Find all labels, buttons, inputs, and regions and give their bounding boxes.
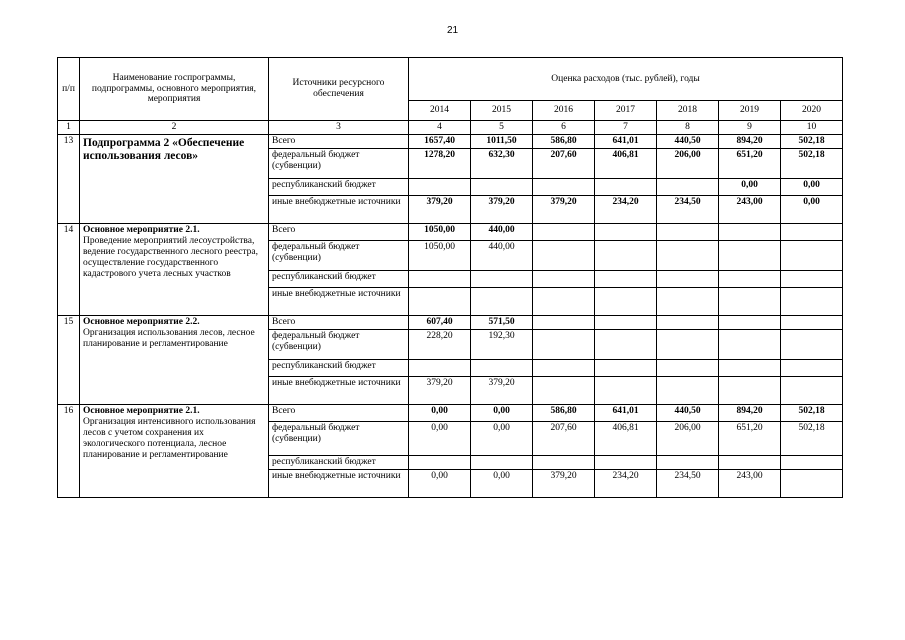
header-year: 2020	[781, 101, 843, 121]
amount-cell	[595, 315, 657, 329]
funding-source: Всего	[269, 223, 409, 240]
amount-cell: 1011,50	[471, 134, 533, 148]
amount-cell	[471, 359, 533, 376]
amount-cell	[595, 223, 657, 240]
amount-cell	[409, 178, 471, 195]
row-number: 15	[58, 315, 80, 404]
amount-cell: 0,00	[409, 421, 471, 455]
measure-name	[80, 134, 269, 223]
amount-cell	[719, 223, 781, 240]
col-number: 1	[58, 121, 80, 135]
amount-cell: 0,00	[471, 404, 533, 421]
amount-cell: 440,50	[657, 404, 719, 421]
amount-cell: 206,00	[657, 421, 719, 455]
funding-source: республиканский бюджет	[269, 455, 409, 469]
row-number: 14	[58, 223, 80, 315]
col-number: 9	[719, 121, 781, 135]
funding-source: Всего	[269, 315, 409, 329]
table-row	[58, 134, 843, 148]
amount-cell: 641,01	[595, 134, 657, 148]
page-number: 21	[446, 25, 459, 36]
header-estimate: Оценка расходов (тыс. рублей), годы	[409, 58, 843, 101]
amount-cell	[781, 270, 843, 287]
amount-cell	[471, 270, 533, 287]
amount-cell: 207,60	[533, 421, 595, 455]
amount-cell: 586,80	[533, 404, 595, 421]
amount-cell	[657, 359, 719, 376]
amount-cell	[781, 329, 843, 359]
measure-title: Основное мероприятие 2.1.	[83, 224, 200, 235]
amount-cell	[657, 240, 719, 270]
amount-cell: 0,00	[409, 469, 471, 497]
amount-cell	[533, 287, 595, 315]
funding-source: иные внебюджетные источники	[269, 287, 409, 315]
amount-cell	[781, 376, 843, 404]
amount-cell	[595, 240, 657, 270]
col-number: 6	[533, 121, 595, 135]
amount-cell: 379,20	[533, 195, 595, 223]
amount-cell: 632,30	[471, 148, 533, 178]
amount-cell	[719, 359, 781, 376]
amount-cell	[595, 287, 657, 315]
row-number: 13	[58, 134, 80, 223]
amount-cell	[533, 359, 595, 376]
measure-title: Основное мероприятие 2.1.	[83, 405, 200, 416]
amount-cell: 502,18	[781, 134, 843, 148]
amount-cell: 0,00	[409, 404, 471, 421]
amount-cell: 234,20	[595, 195, 657, 223]
col-number: 3	[269, 121, 409, 135]
amount-cell: 894,20	[719, 404, 781, 421]
amount-cell	[719, 270, 781, 287]
table-row	[58, 223, 843, 240]
amount-cell	[781, 240, 843, 270]
amount-cell: 379,20	[471, 376, 533, 404]
header-year: 2014	[409, 101, 471, 121]
funding-source: федеральный бюджет (субвенции)	[269, 421, 409, 455]
amount-cell	[781, 287, 843, 315]
funding-source: федеральный бюджет (субвенции)	[269, 148, 409, 178]
amount-cell	[533, 270, 595, 287]
measure-description: Проведение мероприятий лесоустройства, ведение государственного лесного реестра, осуществление государственного кадастрового учета лесных участков	[83, 235, 259, 279]
amount-cell	[533, 455, 595, 469]
col-number: 10	[781, 121, 843, 135]
funding-source: иные внебюджетные источники	[269, 469, 409, 497]
amount-cell	[781, 315, 843, 329]
funding-source: республиканский бюджет	[269, 359, 409, 376]
header-year: 2019	[719, 101, 781, 121]
measure-name	[80, 315, 269, 404]
amount-cell: 0,00	[471, 469, 533, 497]
amount-cell	[657, 376, 719, 404]
amount-cell: 243,00	[719, 469, 781, 497]
funding-source: федеральный бюджет (субвенции)	[269, 240, 409, 270]
funding-source: Всего	[269, 134, 409, 148]
amount-cell	[595, 178, 657, 195]
budget-table	[57, 57, 843, 498]
amount-cell	[471, 455, 533, 469]
amount-cell	[533, 315, 595, 329]
amount-cell	[471, 287, 533, 315]
amount-cell	[781, 455, 843, 469]
col-number: 4	[409, 121, 471, 135]
amount-cell: 440,00	[471, 223, 533, 240]
measure-name	[80, 404, 269, 497]
amount-cell: 502,18	[781, 421, 843, 455]
amount-cell: 206,00	[657, 148, 719, 178]
amount-cell	[719, 315, 781, 329]
amount-cell	[595, 329, 657, 359]
amount-cell	[657, 178, 719, 195]
amount-cell	[533, 376, 595, 404]
amount-cell: 1050,00	[409, 223, 471, 240]
amount-cell: 379,20	[533, 469, 595, 497]
amount-cell: 502,18	[781, 404, 843, 421]
header-year: 2015	[471, 101, 533, 121]
amount-cell: 0,00	[471, 421, 533, 455]
amount-cell: 440,00	[471, 240, 533, 270]
amount-cell	[719, 329, 781, 359]
amount-cell: 651,20	[719, 421, 781, 455]
amount-cell	[595, 270, 657, 287]
amount-cell: 0,00	[781, 178, 843, 195]
amount-cell: 641,01	[595, 404, 657, 421]
amount-cell	[657, 315, 719, 329]
measure-description: Организация интенсивного использования лесов с учетом сохранения их экологического потенциала, лесное планирование и регламентирование	[83, 416, 256, 460]
amount-cell	[657, 223, 719, 240]
amount-cell	[657, 270, 719, 287]
header-name: Наименование госпрограммы, подпрограммы, основного мероприятия, мероприятия	[80, 58, 269, 121]
amount-cell: 243,00	[719, 195, 781, 223]
amount-cell: 894,20	[719, 134, 781, 148]
amount-cell: 607,40	[409, 315, 471, 329]
amount-cell	[781, 469, 843, 497]
amount-cell	[533, 178, 595, 195]
amount-cell: 379,20	[471, 195, 533, 223]
col-number: 5	[471, 121, 533, 135]
amount-cell	[595, 359, 657, 376]
amount-cell	[595, 455, 657, 469]
budget-body	[58, 134, 843, 497]
amount-cell	[719, 376, 781, 404]
amount-cell: 651,20	[719, 148, 781, 178]
amount-cell: 0,00	[781, 195, 843, 223]
amount-cell	[533, 223, 595, 240]
amount-cell	[595, 376, 657, 404]
amount-cell	[781, 359, 843, 376]
amount-cell: 1278,20	[409, 148, 471, 178]
table-row	[58, 404, 843, 421]
col-number: 7	[595, 121, 657, 135]
col-number: 8	[657, 121, 719, 135]
amount-cell: 571,50	[471, 315, 533, 329]
funding-source: иные внебюджетные источники	[269, 195, 409, 223]
amount-cell	[533, 329, 595, 359]
amount-cell: 406,81	[595, 148, 657, 178]
amount-cell: 192,30	[471, 329, 533, 359]
measure-description: Организация использования лесов, лесное планирование и регламентирование	[83, 327, 255, 349]
measure-title: Подпрограмма 2 «Обеспечение использования лесов»	[83, 136, 245, 163]
amount-cell	[471, 178, 533, 195]
amount-cell	[719, 287, 781, 315]
amount-cell	[409, 270, 471, 287]
amount-cell: 502,18	[781, 148, 843, 178]
amount-cell: 379,20	[409, 195, 471, 223]
amount-cell	[657, 455, 719, 469]
amount-cell	[657, 329, 719, 359]
row-number: 16	[58, 404, 80, 497]
amount-cell: 406,81	[595, 421, 657, 455]
amount-cell: 586,80	[533, 134, 595, 148]
header-num: п/п	[58, 58, 80, 121]
amount-cell: 1050,00	[409, 240, 471, 270]
amount-cell: 234,20	[595, 469, 657, 497]
amount-cell	[719, 240, 781, 270]
measure-title: Основное мероприятие 2.2.	[83, 316, 200, 327]
amount-cell: 1657,40	[409, 134, 471, 148]
amount-cell	[409, 287, 471, 315]
amount-cell: 0,00	[719, 178, 781, 195]
amount-cell	[719, 455, 781, 469]
funding-source: Всего	[269, 404, 409, 421]
header-source: Источники ресурсного обеспечения	[269, 58, 409, 121]
funding-source: федеральный бюджет (субвенции)	[269, 329, 409, 359]
amount-cell	[657, 287, 719, 315]
funding-source: республиканский бюджет	[269, 270, 409, 287]
amount-cell	[533, 240, 595, 270]
table-row	[58, 315, 843, 329]
amount-cell: 440,50	[657, 134, 719, 148]
amount-cell	[781, 223, 843, 240]
amount-cell: 234,50	[657, 469, 719, 497]
amount-cell: 207,60	[533, 148, 595, 178]
header-year: 2018	[657, 101, 719, 121]
header-year: 2017	[595, 101, 657, 121]
amount-cell: 379,20	[409, 376, 471, 404]
amount-cell	[409, 455, 471, 469]
funding-source: республиканский бюджет	[269, 178, 409, 195]
col-number: 2	[80, 121, 269, 135]
amount-cell: 228,20	[409, 329, 471, 359]
funding-source: иные внебюджетные источники	[269, 376, 409, 404]
header-year: 2016	[533, 101, 595, 121]
amount-cell	[409, 359, 471, 376]
amount-cell: 234,50	[657, 195, 719, 223]
measure-name	[80, 223, 269, 315]
